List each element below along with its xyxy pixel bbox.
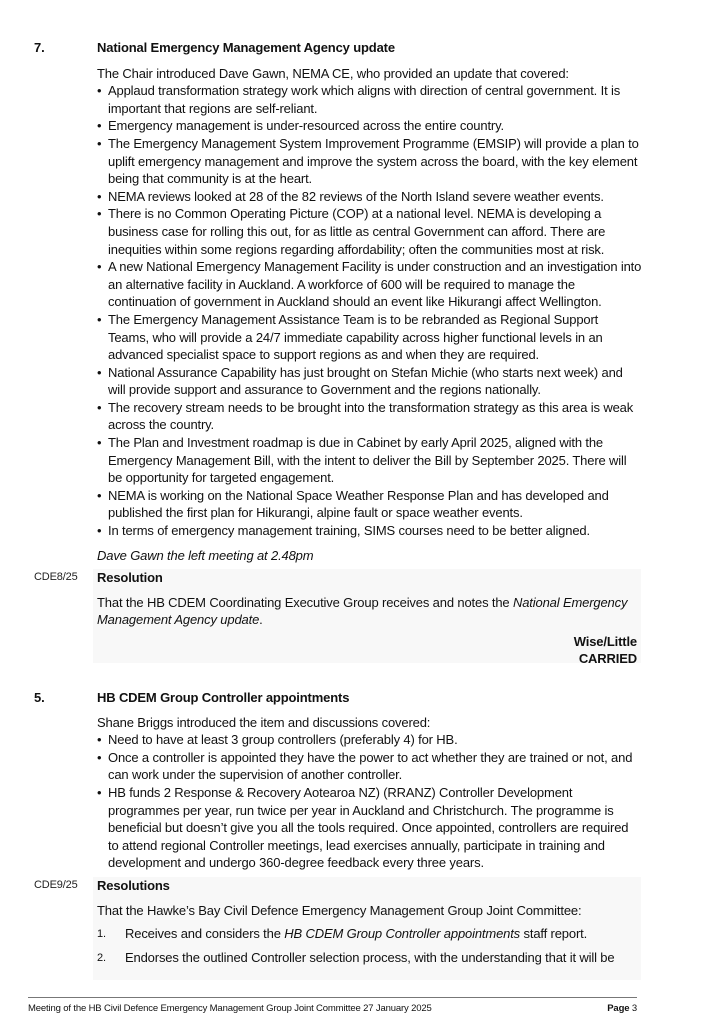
bullet-item: • Need to have at least 3 group controllers (preferably 4) for HB. [97,731,642,749]
item-title: HB CDEM Group Controller appointments [97,690,350,705]
outcome: CARRIED [578,651,637,667]
resolution-box [93,569,641,667]
bullet-list [97,82,642,539]
footer-divider [28,997,637,998]
bullet-item: • National Assurance Capability has just brought on Stefan Michie (who starts next week) and will provide support and assurance to Government and the regions nationally. [97,364,642,399]
item-italic: HB CDEM Group Controller appointments [284,926,521,942]
item-text: Receives and considers the [125,926,285,942]
bullet-item: • NEMA reviews looked at 28 of the 82 reviews of the North Island severe weather events. [97,188,642,206]
item-text: Endorses the outlined Controller selection process, with the understanding that it will be [125,949,615,965]
resolution-list [97,925,637,966]
bullet-item: • The recovery stream needs to be brought into the transformation strategy as this area is weak across the country. [97,399,642,434]
item-intro: Shane Briggs introduced the item and discussions covered: [97,714,431,730]
resolution-title: Resolution [97,570,163,585]
movers: Wise/Little [573,633,637,649]
resolution-box [93,877,641,980]
item-number: 5. [34,690,45,705]
bullet-list [97,731,642,872]
bullet-item: • A new National Emergency Management Facility is under construction and an investigation into an alternative facility in Auckland. A workforce of 600 will be required to manage the continuation of government in Auckland should an event like Hikurangi affect Wellington. [97,258,642,311]
resolution-ref: CDE8/25 [34,571,78,583]
resolution-text: That the HB CDEM Coordinating Executive Group receives and notes the National Emergency Management Agency update. [97,594,628,628]
bullet-item: • The Plan and Investment roadmap is due in Cabinet by early April 2025, aligned with the Emergency Management Bill, with the intent to deliver the Bill by September 2025. There will be opportunity for targeted engagement. [97,434,642,487]
item-title: National Emergency Management Agency update [97,40,395,55]
item-intro: The Chair introduced Dave Gawn, NEMA CE, who provided an update that covered: [97,65,569,81]
item5-section [97,689,642,872]
bullet-item: • Applaud transformation strategy work which aligns with direction of central government. It is important that regions are self-reliant. [97,82,642,117]
bullet-item: • HB funds 2 Response & Recovery Aotearoa NZ) (RRANZ) Controller Development programmes per year, run twice per year in Auckland and Christchurch. The programme is beneficial but doesn’t give you all the tools required. Once appointed, controllers are required to attend regional Controller meetings, lead exercises annually, participate in training and development and undergo 360-degree feedback every three years. [97,784,642,872]
bullet-item: • There is no Common Operating Picture (COP) at a national level. NEMA is developing a business case for rolling this out, for as little as central Government can afford. There are inequities within some regions regarding affordability; often the communities most at risk. [97,205,642,258]
resolution-item [97,925,637,943]
resolution-title: Resolutions [97,878,170,893]
item7-section [97,39,642,564]
item-note: Dave Gawn the left meeting at 2.48pm [97,547,314,563]
footer-text: Meeting of the HB Civil Defence Emergency Management Group Joint Committee 27 January 2025 [28,1003,432,1014]
bullet-item: • The Emergency Management Assistance Team is to be rebranded as Regional Support Teams, who will provide a 24/7 immediate capability across higher functional levels in an advanced specialist space to support regions as and when they are required. [97,311,642,364]
bullet-item: • Emergency management is under-resourced across the entire country. [97,117,642,135]
bullet-item: • NEMA is working on the National Space Weather Response Plan and has developed and published the first plan for Hikurangi, alpine fault or space weather events. [97,487,642,522]
resolution-ref: CDE9/25 [34,879,78,891]
resolution-intro: That the Hawke’s Bay Civil Defence Emergency Management Group Joint Committee: [97,902,582,918]
item-number: 7. [34,40,45,55]
bullet-item: • Once a controller is appointed they have the power to act whether they are trained or not, and can work under the supervision of another controller. [97,749,642,784]
bullet-item: • In terms of emergency management training, SIMS courses need to be better aligned. [97,522,642,540]
page-number: Page 3 [607,1003,637,1014]
bullet-item: • The Emergency Management System Improvement Programme (EMSIP) will provide a plan to uplift emergency management and improve the system across the board, with the key element being that community is at the heart. [97,135,642,188]
item-text: staff report. [520,926,588,942]
resolution-item [97,949,637,967]
